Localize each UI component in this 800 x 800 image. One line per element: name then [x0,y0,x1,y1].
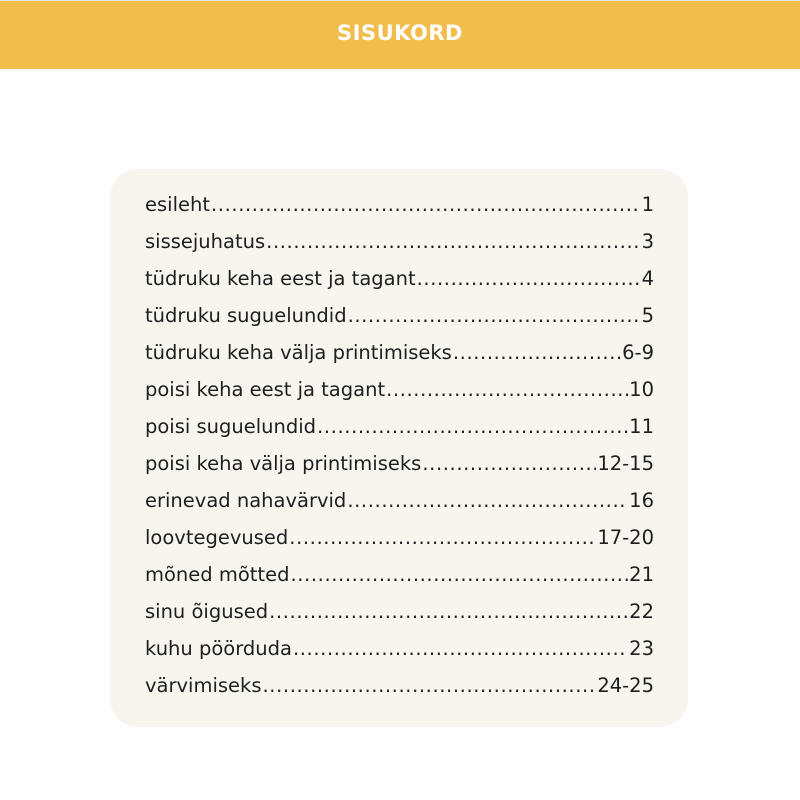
toc-entry-page-number: 12-15 [597,452,654,475]
toc-leader-dots [263,674,597,697]
toc-leader-dots [293,637,628,660]
toc-entry[interactable] [145,415,654,452]
toc-leader-dots [289,526,596,549]
toc-leader-dots [386,378,628,401]
table-of-contents [110,169,688,727]
toc-leader-dots [422,452,596,475]
toc-entry-page-number: 21 [629,563,654,586]
toc-entry-page-number: 24-25 [597,674,654,697]
toc-entry[interactable] [145,600,654,637]
toc-entry-page-number: 10 [629,378,654,401]
toc-entry-page-number: 6-9 [622,341,654,364]
toc-entry-label: sissejuhatus [145,230,266,253]
toc-entry-label: poisi suguelundid [145,415,317,438]
toc-entry-label: mõned mõtted [145,563,290,586]
toc-entry-label: poisi keha välja printimiseks [145,452,422,475]
toc-entry-label: loovtegevused [145,526,289,549]
toc-leader-dots [211,193,641,216]
toc-leader-dots [347,489,628,512]
toc-entry-label: erinevad nahavärvid [145,489,347,512]
toc-entry-label: tüdruku keha välja printimiseks [145,341,452,364]
toc-entry-label: värvimiseks [145,674,262,697]
toc-leader-dots [266,230,640,253]
toc-entry-page-number: 23 [629,637,654,660]
header-bar [0,1,800,69]
toc-entry[interactable] [145,193,654,230]
toc-leader-dots [290,563,628,586]
toc-entry[interactable] [145,267,654,304]
toc-entry[interactable] [145,230,654,267]
toc-entry[interactable] [145,341,654,378]
toc-entry-label: sinu õigused [145,600,269,623]
toc-entry-label: esileht [145,193,210,216]
toc-leader-dots [317,415,628,438]
toc-list [145,193,654,711]
toc-leader-dots [348,304,641,327]
toc-entry[interactable] [145,637,654,674]
toc-entry[interactable] [145,526,654,563]
toc-entry-label: tüdruku keha eest ja tagant [145,267,416,290]
toc-entry-page-number: 1 [641,193,654,216]
toc-entry-page-number: 5 [641,304,654,327]
toc-leader-dots [453,341,621,364]
toc-entry-page-number: 11 [629,415,654,438]
toc-entry-page-number: 22 [629,600,654,623]
toc-entry-page-number: 17-20 [597,526,654,549]
page-title: SISUKORD [337,21,463,45]
toc-leader-dots [417,267,641,290]
toc-entry-page-number: 3 [641,230,654,253]
toc-entry[interactable] [145,489,654,526]
toc-entry-label: kuhu pöörduda [145,637,292,660]
toc-entry-label: tüdruku suguelundid [145,304,347,327]
toc-entry-page-number: 16 [629,489,654,512]
toc-entry[interactable] [145,563,654,600]
toc-entry-label: poisi keha eest ja tagant [145,378,386,401]
toc-entry[interactable] [145,452,654,489]
toc-entry[interactable] [145,674,654,711]
toc-leader-dots [269,600,628,623]
toc-entry[interactable] [145,378,654,415]
toc-entry-page-number: 4 [641,267,654,290]
toc-entry[interactable] [145,304,654,341]
